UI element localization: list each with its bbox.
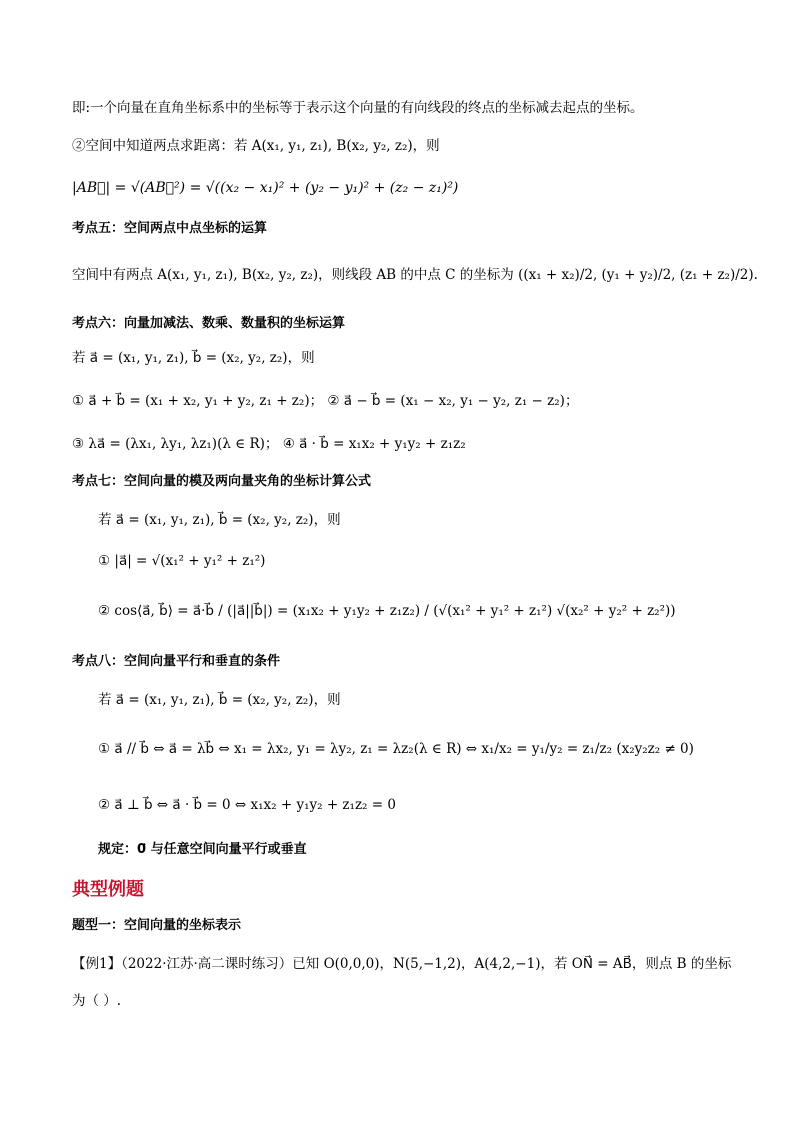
- heading-question-type-1: 题型一：空间向量的坐标表示: [72, 918, 242, 933]
- formula-parallel-condition: ① a⃗ // b⃗ ⇔ a⃗ = λb⃗ ⇔ x₁ = λx₂, y₁ = λy₂, z₁ = λz₂(λ ∈ R) ⇔ x₁/x₂ = y₁/y₂ = z₁/z₂ (x₂y₂z₂ ≠ 0): [98, 741, 694, 757]
- text-line-vector-coordinate-rule: 即:一个向量在直角坐标系中的坐标等于表示这个向量的有向线段的终点的坐标减去起点的坐标。: [72, 100, 644, 116]
- formula-magnitude: ① |a⃗| = √(x₁² + y₁² + z₁²): [98, 553, 266, 569]
- formula-angle-cosine: ② cos⟨a⃗, b⃗⟩ = a⃗·b⃗ / (|a⃗||b⃗|) = (x₁x₂ + y₁y₂ + z₁z₂) / (√(x₁² + y₁² + z₁²) √(x₂² + y₂² + z₂²)): [98, 603, 676, 619]
- formula-scalar-dot: ③ λa⃗ = (λx₁, λy₁, λz₁)(λ ∈ R)； ④ a⃗ · b⃗ = x₁x₂ + y₁y₂ + z₁z₂: [72, 436, 466, 452]
- text-line-vectors-def-2: 若 a⃗ = (x₁, y₁, z₁), b⃗ = (x₂, y₂, z₂)，则: [98, 512, 341, 528]
- heading-point-8: 考点八：空间向量平行和垂直的条件: [72, 654, 281, 669]
- text-line-midpoint-formula: 空间中有两点 A(x₁, y₁, z₁), B(x₂, y₂, z₂)，则线段 AB 的中点 C 的坐标为 ((x₁ + x₂)/2, (y₁ + y₂)/2, (z₁ + z₂)/2).: [72, 267, 758, 283]
- heading-point-7: 考点七：空间向量的模及两向量夹角的坐标计算公式: [72, 474, 372, 489]
- formula-perpendicular-condition: ② a⃗ ⊥ b⃗ ⇔ a⃗ · b⃗ = 0 ⇔ x₁x₂ + y₁y₂ + z₁z₂ = 0: [98, 797, 396, 813]
- formula-add-subtract: ① a⃗ + b⃗ = (x₁ + x₂, y₁ + y₂, z₁ + z₂)； ② a⃗ − b⃗ = (x₁ − x₂, y₁ − y₂, z₁ − z₂)；: [72, 393, 579, 409]
- text-line-distance-formula-intro: ②空间中知道两点求距离：若 A(x₁, y₁, z₁), B(x₂, y₂, z₂)，则: [72, 138, 440, 154]
- formula-distance: |AB⃗| = √(AB⃗²) = √((x₂ − x₁)² + (y₂ − y₁)² + (z₂ − z₁)²): [72, 180, 459, 196]
- heading-point-6: 考点六：向量加减法、数乘、数量积的坐标运算: [72, 316, 346, 331]
- text-line-vectors-def-1: 若 a⃗ = (x₁, y₁, z₁), b⃗ = (x₂, y₂, z₂)，则: [72, 350, 315, 366]
- text-line-zero-vector-rule: 规定：0⃗ 与任意空间向量平行或垂直: [98, 842, 307, 857]
- text-line-example-1-cont: 为（ ）.: [72, 993, 122, 1009]
- text-line-example-1: 【例1】（2022·江苏·高二课时练习）已知 O(0,0,0)，N(5,−1,2)，A(4,2,−1)，若 ON⃗ = AB⃗，则点 B 的坐标: [72, 956, 732, 972]
- text-line-vectors-def-3: 若 a⃗ = (x₁, y₁, z₁), b⃗ = (x₂, y₂, z₂)，则: [98, 692, 341, 708]
- heading-point-5: 考点五：空间两点中点坐标的运算: [72, 221, 268, 236]
- section-title-typical-examples: 典型例题: [72, 879, 144, 900]
